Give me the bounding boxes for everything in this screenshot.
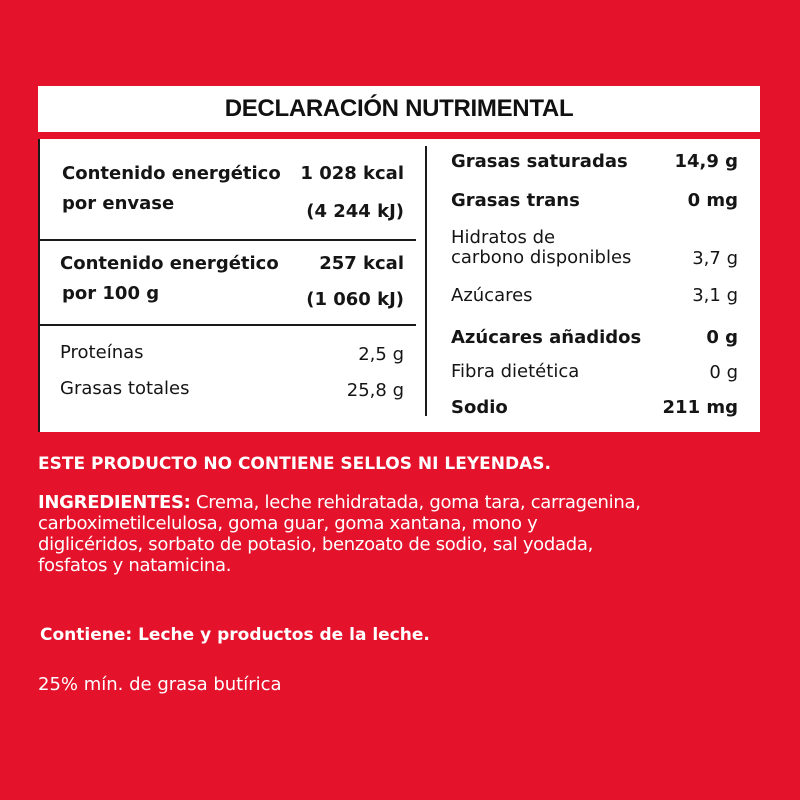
butterfat-note: 25% mín. de grasa butírica bbox=[38, 674, 282, 695]
ingredients-line-1 bbox=[38, 492, 758, 513]
nutrition-facts-panel bbox=[38, 86, 760, 432]
column-divider bbox=[425, 146, 427, 416]
ingredients-heading: INGREDIENTES: bbox=[38, 492, 191, 513]
sodium-value: 211 mg bbox=[662, 397, 738, 418]
protein-value: 2,5 g bbox=[358, 344, 404, 365]
carbs-label-1: Hidratos de bbox=[451, 227, 556, 248]
saturated-fat-value: 14,9 g bbox=[674, 151, 738, 172]
trans-fat-label: Grasas trans bbox=[451, 190, 580, 211]
no-seals-notice: ESTE PRODUCTO NO CONTIENE SELLOS NI LEYENDAS. bbox=[38, 454, 551, 474]
divider-protein bbox=[38, 324, 416, 326]
trans-fat-value: 0 mg bbox=[687, 190, 738, 211]
total-fat-label: Grasas totales bbox=[60, 378, 190, 399]
ingredients-line-3: diglicéridos, sorbato de potasio, benzoato de sodio, sal yodada, bbox=[38, 534, 594, 555]
fiber-label: Fibra dietética bbox=[451, 361, 580, 382]
energy-100g-kj: (1 060 kJ) bbox=[306, 289, 404, 310]
ingredients-text-1: Crema, leche rehidratada, goma tara, carragenina, bbox=[190, 492, 641, 513]
total-fat-value: 25,8 g bbox=[346, 380, 404, 401]
nutrition-table-title: DECLARACIÓN NUTRIMENTAL bbox=[224, 95, 574, 122]
divider-energy bbox=[38, 239, 416, 241]
fiber-value: 0 g bbox=[709, 362, 738, 383]
sugars-label: Azúcares bbox=[451, 285, 533, 306]
added-sugars-label: Azúcares añadidos bbox=[451, 327, 642, 348]
energy-100g-kcal: 257 kcal bbox=[319, 253, 404, 274]
sugars-value: 3,1 g bbox=[692, 285, 738, 306]
added-sugars-value: 0 g bbox=[706, 327, 738, 348]
energy-package-kcal: 1 028 kcal bbox=[300, 163, 404, 184]
ingredients-block bbox=[38, 492, 758, 576]
title-divider-band bbox=[38, 132, 760, 139]
energy-package-label-2: por envase bbox=[62, 193, 175, 214]
sodium-label: Sodio bbox=[451, 397, 508, 418]
left-border bbox=[38, 139, 40, 432]
ingredients-line-2: carboximetilcelulosa, goma guar, goma xantana, mono y bbox=[38, 513, 538, 534]
energy-package-kj: (4 244 kJ) bbox=[306, 201, 404, 222]
carbs-label-2: carbono disponibles bbox=[451, 247, 632, 268]
protein-label: Proteínas bbox=[60, 342, 144, 363]
ingredients-line-4: fosfatos y natamicina. bbox=[38, 555, 232, 576]
carbs-value: 3,7 g bbox=[692, 248, 738, 269]
allergen-statement: Contiene: Leche y productos de la leche. bbox=[40, 625, 430, 645]
energy-package-label-1: Contenido energético bbox=[62, 163, 281, 184]
saturated-fat-label: Grasas saturadas bbox=[451, 151, 628, 172]
energy-100g-label-2: por 100 g bbox=[62, 283, 160, 304]
energy-100g-label-1: Contenido energético bbox=[60, 253, 279, 274]
